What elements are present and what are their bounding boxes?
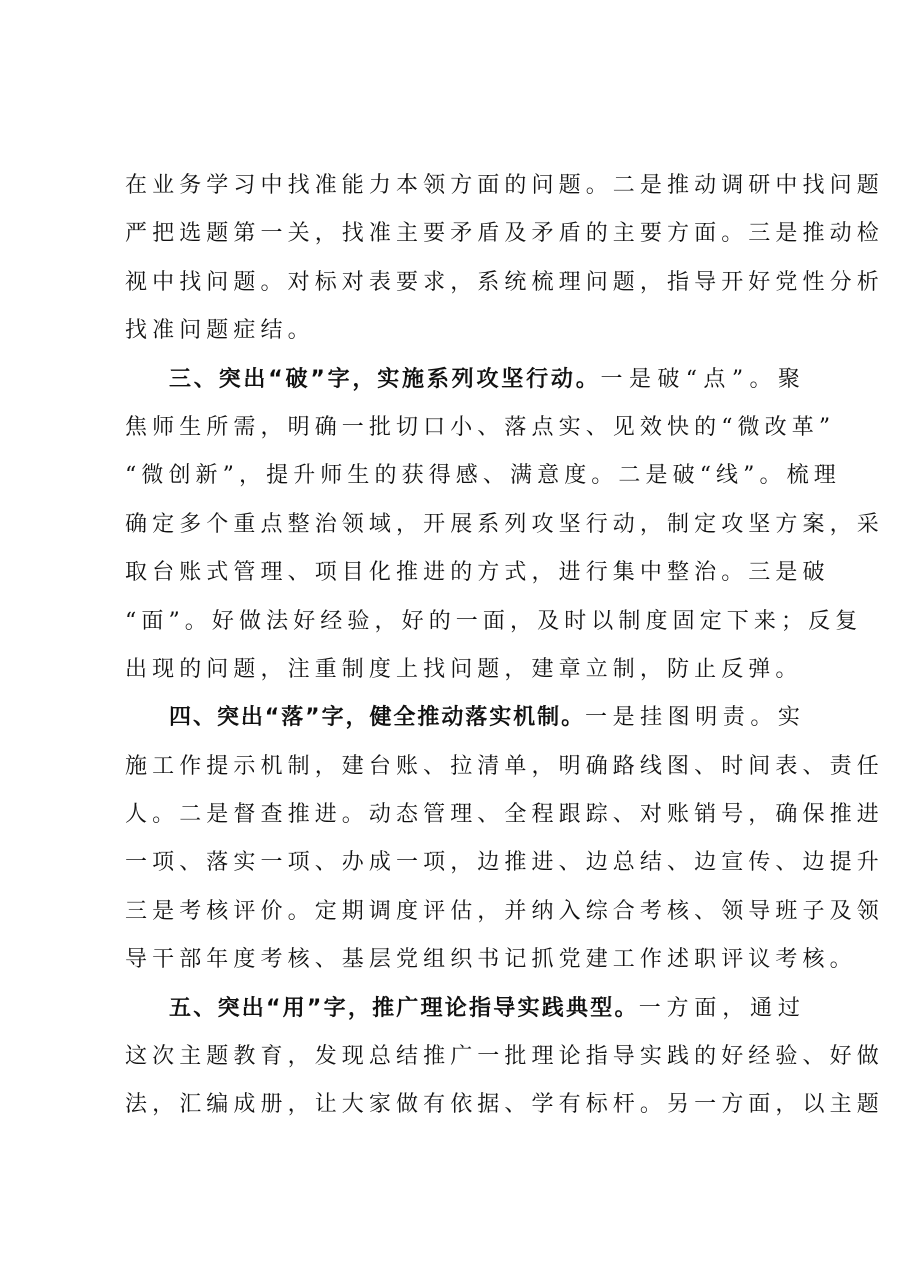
paragraph-line: 取台账式管理、项目化推进的方式，进行集中整治。三是破 xyxy=(125,560,830,586)
paragraph-line: 在业务学习中找准能力本领方面的问题。二是推动调研中找问题 xyxy=(125,173,884,198)
paragraph-line: 法，汇编成册，让大家做有依据、学有标杆。另一方面，以主题 xyxy=(125,1092,884,1118)
paragraph-line: 施工作提示机制，建台账、拉清单，明确路线图、时间表、责任 xyxy=(125,753,884,779)
section-5-first-line xyxy=(125,991,805,1039)
document-body xyxy=(125,168,884,1136)
section-3-first-line xyxy=(125,362,805,410)
paragraph-line: “面”。好做法好经验，好的一面，及时以制度固定下来；反复 xyxy=(125,608,863,634)
paragraph-line: 视中找问题。对标对表要求，系统梳理问题，指导开好党性分析 xyxy=(125,269,884,295)
section-3-heading: 三、突出“破”字，实施系列攻坚行动。 xyxy=(169,366,601,392)
paragraph-line: “微创新”，提升师生的获得感、满意度。二是破“线”。梳理 xyxy=(125,463,841,489)
section-4-text: 一是挂图明责。实 xyxy=(585,705,805,731)
section-4-heading: 四、突出“落”字，健全推动落实机制。 xyxy=(169,705,586,731)
section-3-text: 一是破“点”。聚 xyxy=(600,366,806,392)
section-5-text: 一方面，通过 xyxy=(638,995,805,1021)
paragraph-line: 找准问题症结。 xyxy=(125,318,315,344)
paragraph-line: 导干部年度考核、基层党组织书记抓党建工作述职评议考核。 xyxy=(125,947,857,973)
paragraph-line: 三是考核评价。定期调度评估，并纳入综合考核、领导班子及领 xyxy=(125,898,884,924)
paragraph-line: 这次主题教育，发现总结推广一批理论指导实践的好经验、好做 xyxy=(125,1044,884,1070)
section-5-heading: 五、突出“用”字，推广理论指导实践典型。 xyxy=(169,995,639,1021)
paragraph-line: 出现的问题，注重制度上找问题，建章立制，防止反弹。 xyxy=(125,656,803,682)
paragraph-line: 严把选题第一关，找准主要矛盾及矛盾的主要方面。三是推动检 xyxy=(125,221,884,247)
section-4-first-line xyxy=(125,700,805,748)
paragraph-line: 人。二是督查推进。动态管理、全程跟踪、对账销号，确保推进 xyxy=(125,802,884,828)
paragraph-line: 确定多个重点整治领域，开展系列攻坚行动，制定攻坚方案，采 xyxy=(125,511,884,537)
paragraph-line: 一项、落实一项、办成一项，边推进、边总结、边宣传、边提升 xyxy=(125,850,884,876)
paragraph-line: 焦师生所需，明确一批切口小、落点实、见效快的“微改革” xyxy=(125,414,836,440)
